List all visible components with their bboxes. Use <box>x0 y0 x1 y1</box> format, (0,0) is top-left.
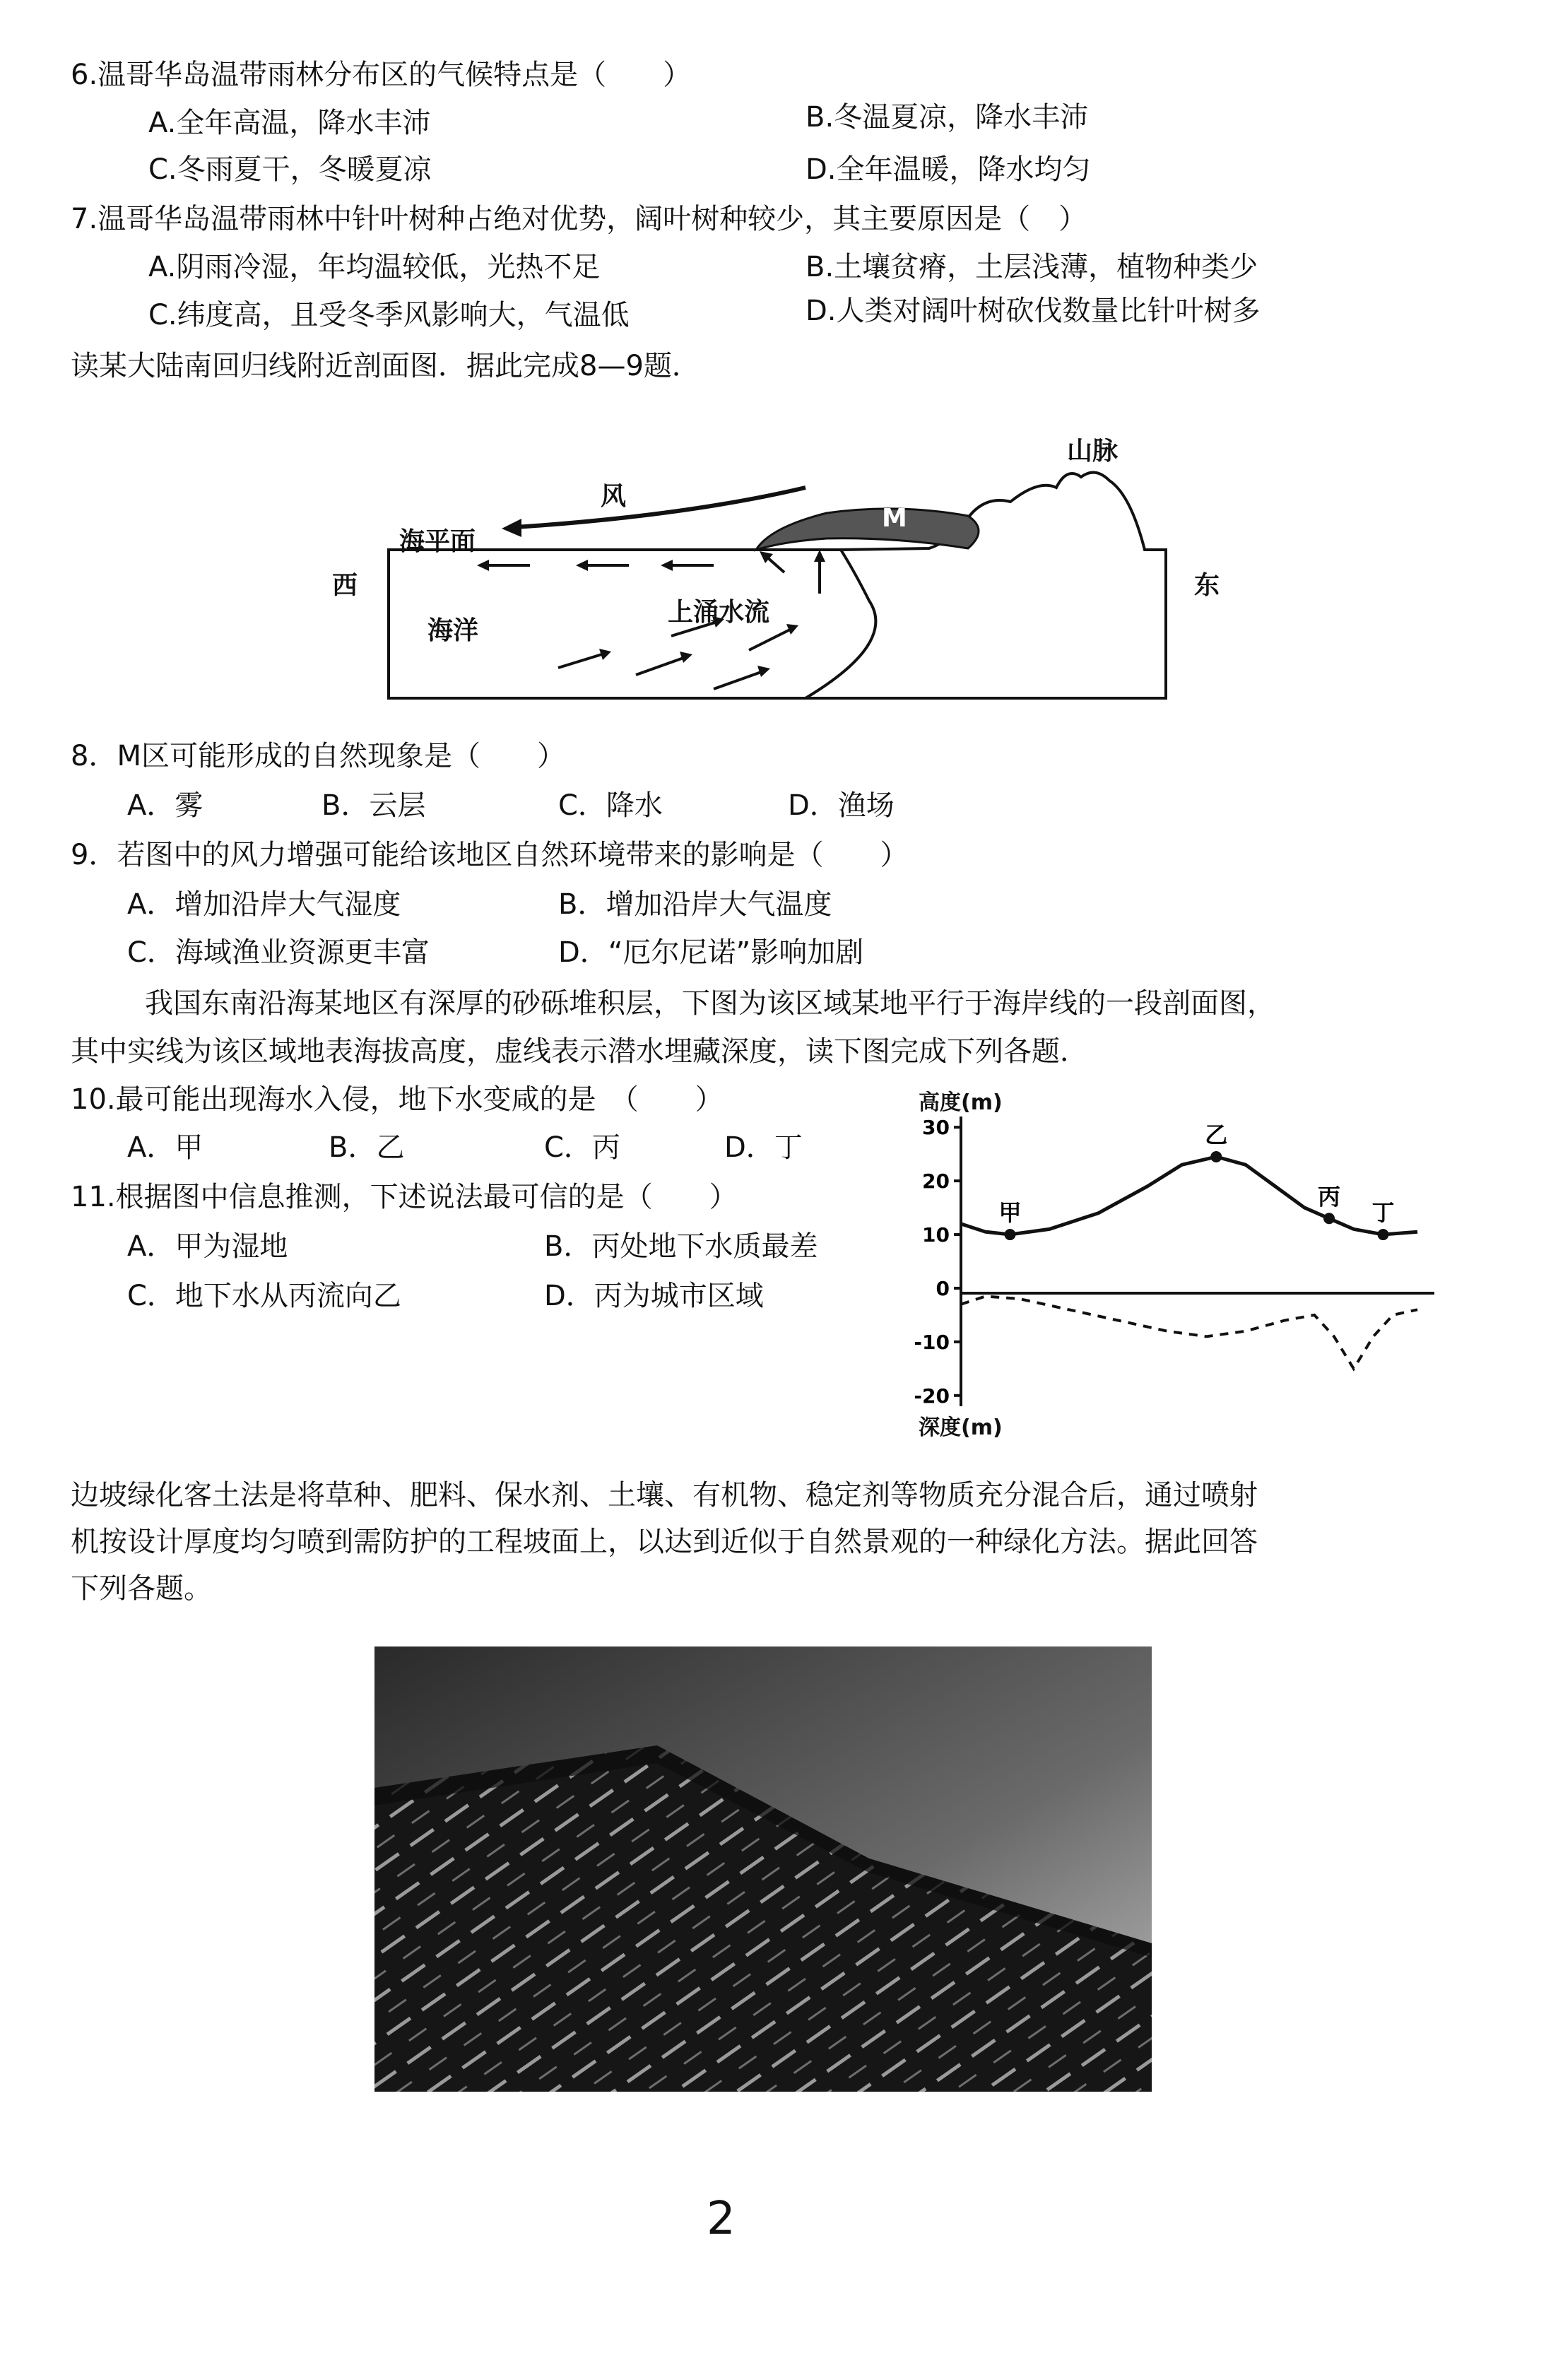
y-bottom-label: 深度(m) <box>919 1415 1003 1440</box>
label-wind: 风 <box>601 482 627 511</box>
profile-point <box>1004 1229 1015 1240</box>
page-number: 2 <box>707 2193 736 2245</box>
q6-option-a: A.全年高温，降水丰沛 <box>148 107 431 139</box>
deep-arrow-5 <box>749 629 791 650</box>
profile-chart <box>890 1088 1456 1442</box>
q9-option-d: D．“厄尔尼诺”影响加剧 <box>558 936 864 969</box>
profile-point <box>1323 1213 1335 1224</box>
wind-arrowhead <box>502 519 521 537</box>
q9-stem: 9．若图中的风力增强可能给该地区自然环境带来的影响是（ ） <box>71 839 909 871</box>
q11-stem: 11.根据图中信息推测，下述说法最可信的是（ ） <box>71 1181 738 1213</box>
profile-point <box>1377 1229 1388 1240</box>
label-ocean: 海洋 <box>427 616 479 645</box>
deep-arrow-4 <box>714 671 763 689</box>
mountain-land <box>806 473 1166 698</box>
y-tick-label: -10 <box>914 1330 950 1354</box>
flow-arrow-4 <box>767 557 784 572</box>
q7-option-a: A.阴雨冷湿，年均温较低，光热不足 <box>148 251 601 283</box>
profile-point-label: 丁 <box>1371 1199 1395 1227</box>
y-top-label: 高度(m) <box>919 1090 1003 1115</box>
q10-option-a: A．甲 <box>127 1131 203 1164</box>
q10-option-d: D．丁 <box>724 1131 803 1164</box>
tick-layer <box>914 1116 961 1408</box>
q6-option-c: C.冬雨夏干，冬暖夏凉 <box>148 153 432 186</box>
intro-8-9: 读某大陆南回归线附近剖面图．据此完成8—9题． <box>71 350 700 382</box>
slope-para-line3: 下列各题。 <box>71 1572 212 1605</box>
q11-option-b: B．丙处地下水质最差 <box>544 1230 818 1263</box>
q11-option-c: C．地下水从丙流向乙 <box>127 1280 401 1312</box>
q6-option-d: D.全年温暖，降水均匀 <box>806 153 1091 186</box>
wind-arrow <box>516 488 806 527</box>
q7-option-d: D.人类对阔叶树砍伐数量比针叶树多 <box>806 295 1261 327</box>
q6-stem: 6.温哥华岛温带雨林分布区的气候特点是（ ） <box>71 59 692 91</box>
q10-option-c: C．丙 <box>544 1131 620 1164</box>
profile-point-label: 乙 <box>1205 1121 1228 1148</box>
label-m-zone: M <box>882 504 907 533</box>
profile-point-label: 丙 <box>1318 1183 1341 1210</box>
y-tick-label: 20 <box>922 1170 950 1194</box>
q8-option-d: D．渔场 <box>788 789 895 822</box>
label-mountain: 山脉 <box>1067 437 1119 466</box>
q10-stem: 10.最可能出现海水入侵，地下水变咸的是 （ ） <box>71 1083 724 1116</box>
q8-option-c: C．降水 <box>558 789 663 822</box>
q7-option-b: B.土壤贫瘠，土层浅薄，植物种类少 <box>806 251 1258 283</box>
q9-option-c: C．海域渔业资源更丰富 <box>127 936 430 969</box>
surface-elevation-line <box>961 1157 1417 1235</box>
q6-option-b: B.冬温夏凉，降水丰沛 <box>806 101 1089 134</box>
q10-option-b: B．乙 <box>329 1131 405 1164</box>
section-diagram <box>332 424 1180 707</box>
label-east: 东 <box>1194 571 1220 600</box>
slope-para-line1: 边坡绿化客土法是将草种、肥料、保水剂、土壤、有机物、稳定剂等物质充分混合后，通过喷射 <box>71 1479 1258 1512</box>
q7-stem: 7.温哥华岛温带雨林中针叶树种占绝对优势，阔叶树种较少，其主要原因是（ ） <box>71 203 1087 235</box>
q11-option-d: D．丙为城市区域 <box>544 1280 764 1312</box>
deep-arrow-1 <box>558 654 604 668</box>
label-upwelling: 上涌水流 <box>668 598 770 627</box>
y-tick-label: -20 <box>914 1384 950 1408</box>
q9-option-a: A．增加沿岸大气湿度 <box>127 888 401 921</box>
profile-point-label: 甲 <box>998 1199 1022 1227</box>
y-tick-label: 10 <box>922 1223 950 1247</box>
q8-option-a: A．雾 <box>127 789 203 822</box>
label-sea-level: 海平面 <box>399 527 476 556</box>
slope-photo <box>374 1646 1152 2092</box>
q8-option-b: B．云层 <box>321 789 426 822</box>
water-table-line <box>961 1296 1417 1369</box>
deep-arrow-2 <box>636 657 685 675</box>
m-zone <box>756 509 979 550</box>
q8-stem: 8．M区可能形成的自然现象是（ ） <box>71 740 565 772</box>
label-west: 西 <box>332 571 358 600</box>
y-tick-label: 0 <box>936 1276 950 1300</box>
intro-10-11-line2: 其中实线为该区域地表海拔高度，虚线表示潜水埋藏深度，读下图完成下列各题． <box>71 1035 1088 1068</box>
q11-option-a: A．甲为湿地 <box>127 1230 288 1263</box>
intro-10-11-line1: 我国东南沿海某地区有深厚的砂砾堆积层，下图为该区域某地平行于海岸线的一段剖面图， <box>145 987 1275 1020</box>
q7-option-c: C.纬度高，且受冬季风影响大，气温低 <box>148 299 630 331</box>
y-tick-label: 30 <box>922 1116 950 1140</box>
slope-para-line2: 机按设计厚度均匀喷到需防护的工程坡面上，以达到近似于自然景观的一种绿化方法。据此回答 <box>71 1526 1258 1558</box>
profile-point <box>1210 1151 1222 1162</box>
q9-option-b: B．增加沿岸大气温度 <box>558 888 832 921</box>
